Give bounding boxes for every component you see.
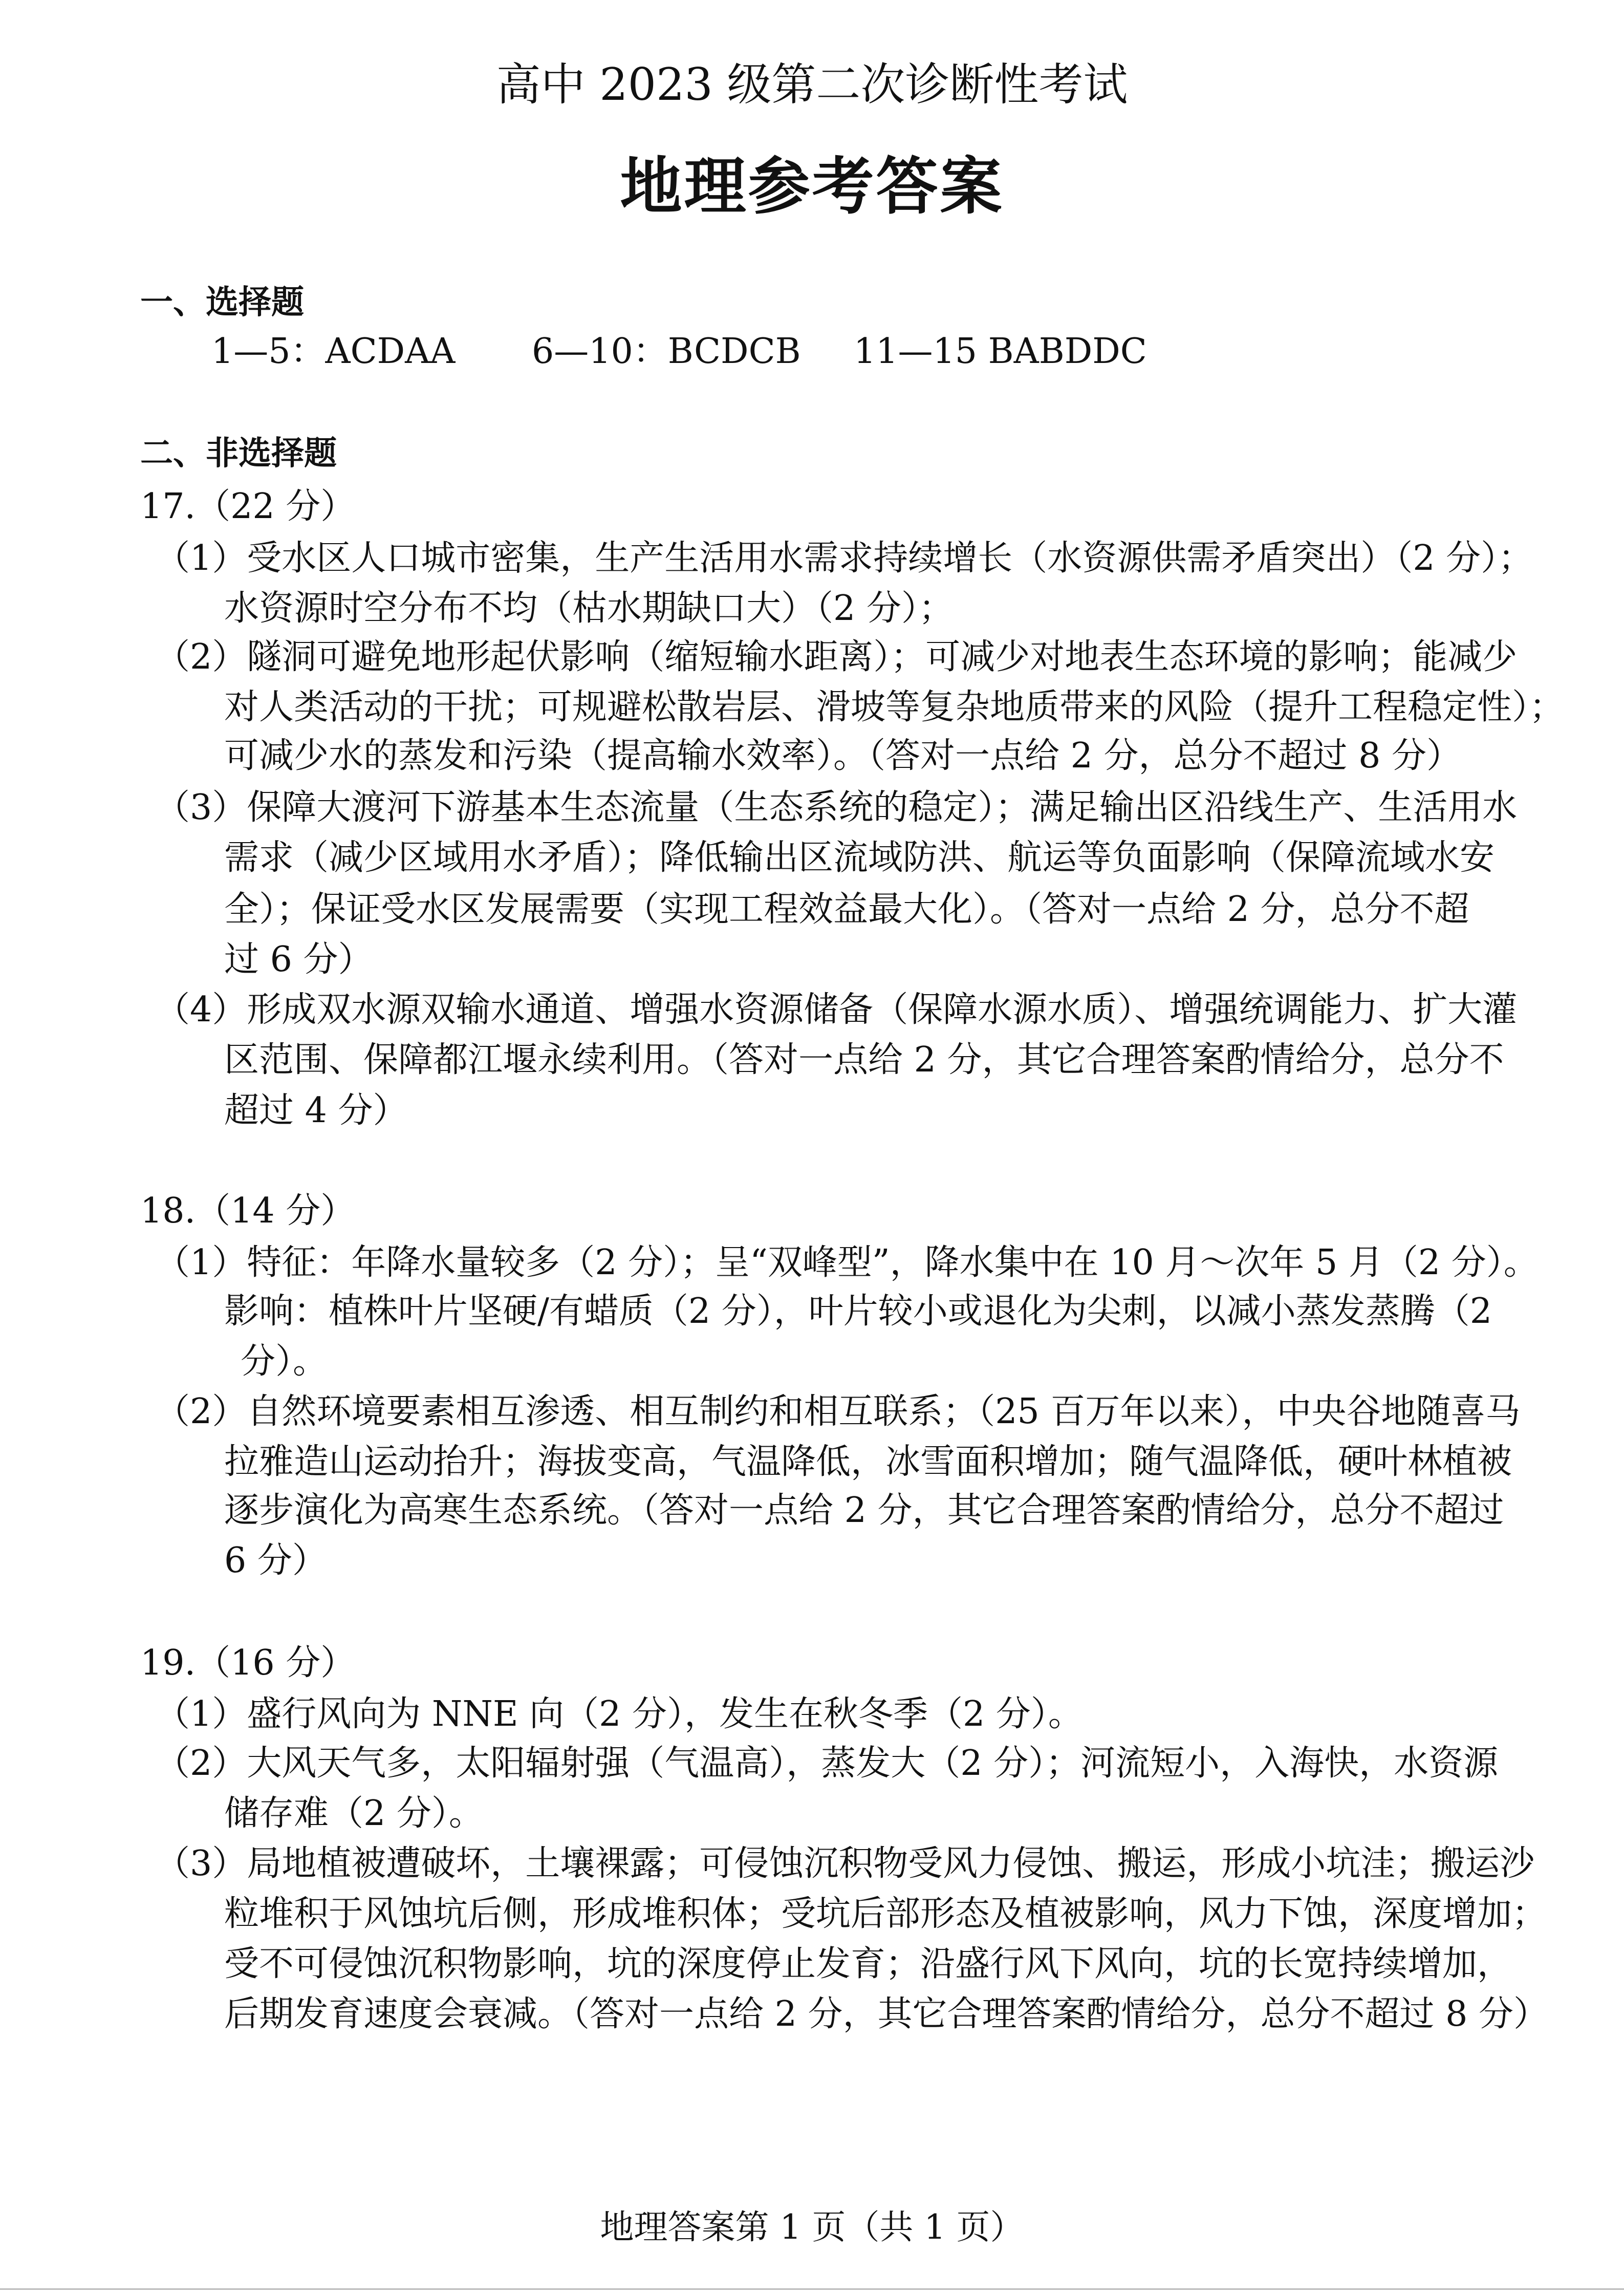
q17-line: （4）形成双水源双输水通道、增强水资源储备（保障水源水质）、增强统调能力、扩大灌 (155, 990, 1518, 1030)
q17-line: （2）隧洞可避免地形起伏影响（缩短输水距离）；可减少对地表生态环境的影响；能减少 (155, 637, 1518, 677)
choice-answers-6-10: 6—10：BCDCB (532, 331, 801, 372)
q17-line: （3）保障大渡河下游基本生态流量（生态系统的稳定）；满足输出区沿线生产、生活用水 (155, 787, 1518, 828)
section-nonchoice-heading: 二、非选择题 (140, 435, 337, 473)
q19-line: 储存难（2 分）。 (224, 1793, 484, 1834)
q17-line: 水资源时空分布不均（枯水期缺口大）（2 分）； (224, 588, 954, 629)
q19-line: （2）大风天气多，太阳辐射强（气温高），蒸发大（2 分）；河流短小，入海快，水资源 (155, 1743, 1499, 1784)
q19-line: 受不可侵蚀沉积物影响，坑的深度停止发育；沿盛行风下风向，坑的长宽持续增加， (224, 1944, 1512, 1984)
q18-heading: 18.（14 分） (140, 1191, 356, 1231)
exam-title: 高中 2023 级第二次诊断性考试 (496, 58, 1128, 111)
q19-heading: 19.（16 分） (140, 1643, 356, 1683)
q18-line: 影响：植株叶片坚硬/有蜡质（2 分），叶片较小或退化为尖刺，以减小蒸发蒸腾（2 (224, 1291, 1492, 1332)
q17-heading: 17.（22 分） (140, 486, 356, 527)
q18-line: （2）自然环境要素相互渗透、相互制约和相互联系；（25 百万年以来），中央谷地随喜马 (155, 1391, 1521, 1432)
section-choice-heading: 一、选择题 (140, 284, 304, 321)
q19-line: 粒堆积于风蚀坑后侧，形成堆积体；受坑后部形态及植被影响，风力下蚀，深度增加； (224, 1894, 1547, 1934)
q17-line: 区范围、保障都江堰永续利用。（答对一点给 2 分，其它合理答案酌情给分，总分不 (224, 1040, 1504, 1080)
q17-line: 全）；保证受水区发展需要（实现工程效益最大化）。（答对一点给 2 分，总分不超 (224, 889, 1469, 930)
q17-line: 需求（减少区域用水矛盾）；降低输出区流域防洪、航运等负面影响（保障流域水安 (224, 838, 1495, 878)
scan-edge-divider (0, 2288, 1624, 2290)
q18-line: 拉雅造山运动抬升；海拔变高，气温降低，冰雪面积增加；随气温降低，硬叶林植被 (224, 1442, 1512, 1482)
q19-line: 后期发育速度会衰减。（答对一点给 2 分，其它合理答案酌情给分，总分不超过 8 分） (224, 1994, 1548, 2034)
q18-line: 6 分） (224, 1540, 327, 1581)
q17-line: （1）受水区人口城市密集，生产生活用水需求持续增长（水资源供需矛盾突出）（2 分）； (155, 538, 1533, 578)
q18-line: （1）特征：年降水量较多（2 分）；呈“双峰型”，降水集中在 10 月～次年 5 月（2 分）。 (155, 1242, 1539, 1283)
choice-answers-11-15: 11—15 BABDDC (854, 331, 1147, 372)
q17-line: 可减少水的蒸发和污染（提高输水效率）。（答对一点给 2 分，总分不超过 8 分） (224, 736, 1461, 776)
q17-line: 过 6 分） (224, 939, 373, 980)
page-footer: 地理答案第 1 页（共 1 页） (600, 2207, 1024, 2247)
q17-line: 超过 4 分） (224, 1090, 408, 1131)
document-title: 地理参考答案 (620, 151, 1004, 223)
q18-line: 分）。 (241, 1341, 328, 1382)
q18-line: 逐步演化为高寒生态系统。（答对一点给 2 分，其它合理答案酌情给分，总分不超过 (224, 1490, 1504, 1531)
q19-line: （3）局地植被遭破坏，土壤裸露；可侵蚀沉积物受风力侵蚀、搬运，形成小坑洼；搬运沙 (155, 1843, 1535, 1884)
choice-answers-1-5: 1—5：ACDAA (211, 331, 456, 372)
q17-line: 对人类活动的干扰；可规避松散岩层、滑坡等复杂地质带来的风险（提升工程稳定性）； (224, 687, 1565, 727)
q19-line: （1）盛行风向为 NNE 向（2 分），发生在秋冬季（2 分）。 (155, 1694, 1083, 1734)
